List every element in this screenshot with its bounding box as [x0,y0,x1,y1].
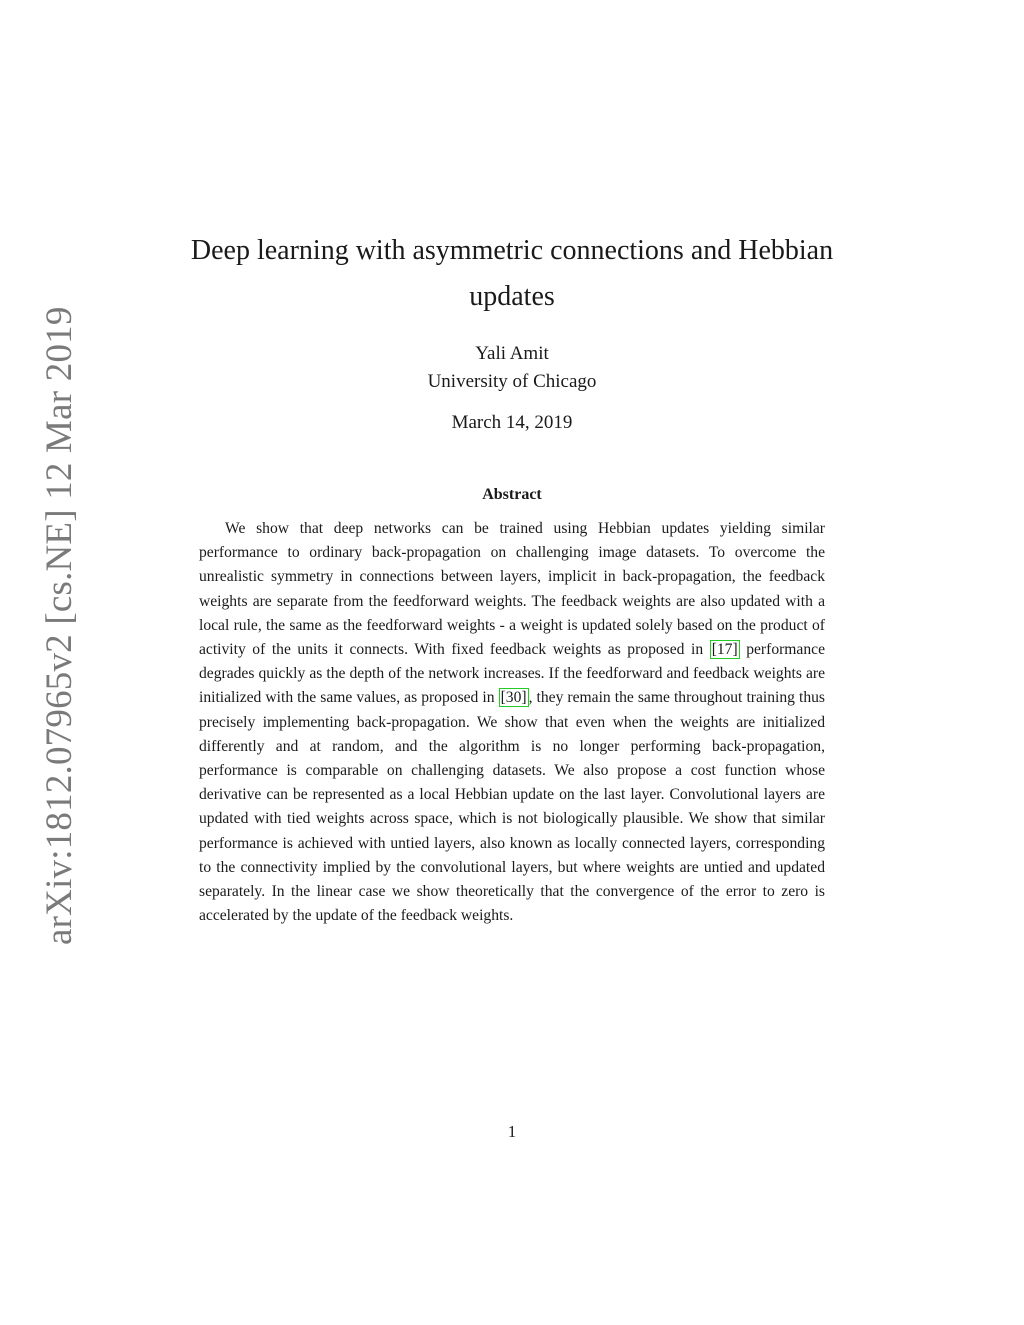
abstract-text-part2: performance degrades quickly as the depth of the network increases. If the feedforward and feedback weights are initialized with the same values, as proposed in [199,641,825,707]
paper-date: March 14, 2019 [451,412,573,433]
citation-link-17[interactable]: [17] [711,641,738,659]
author-block [312,340,712,396]
arxiv-identifier-stamp: arXiv:1812.07965v2 [cs.NE] 12 Mar 2019 [39,306,80,945]
author-affiliation: University of Chicago [427,371,597,392]
abstract-text-part1: We show that deep networks can be trained using Hebbian updates yielding similar performance to ordinary back-propagation on challenging image datasets. To overcome the unrealistic symmetry in connections between layers, implicit in back-propagation, the feedback weights are separate from the feedforward weights. The feedback weights are also updated with a local rule, the same as the feedforward weights - a weight is updated solely based on the product of activity of the units it connects. With fixed feedback weights as proposed in [199,520,825,659]
abstract-heading: Abstract [482,486,542,503]
author-name: Yali Amit [475,343,549,364]
citation-link-30[interactable]: [30] [500,689,527,707]
abstract-body [199,517,825,928]
page-number: 1 [507,1122,517,1141]
abstract-text-part3: , they remain the same throughout training thus precisely implementing back-propagation. We show that even when the weights are initialized differently and at random, and the algorithm is no longer performing back-propagation, performance is comparable on challenging datasets. We also propose a cost function whose derivative can be represented as a local Hebbian update on the last layer. Convolutional layers are updated with tied weights across space, which is not biologically plausible. We show that similar performance is achieved with untied layers, also known as locally connected layers, corresponding to the connectivity implied by the convolutional layers, but where weights are untied and updated separately. In the linear case we show theoretically that the convergence of the error to zero is accelerated by the update of the feedback weights. [199,689,825,925]
paper-title: Deep learning with asymmetric connections and Hebbian updates [190,235,834,312]
